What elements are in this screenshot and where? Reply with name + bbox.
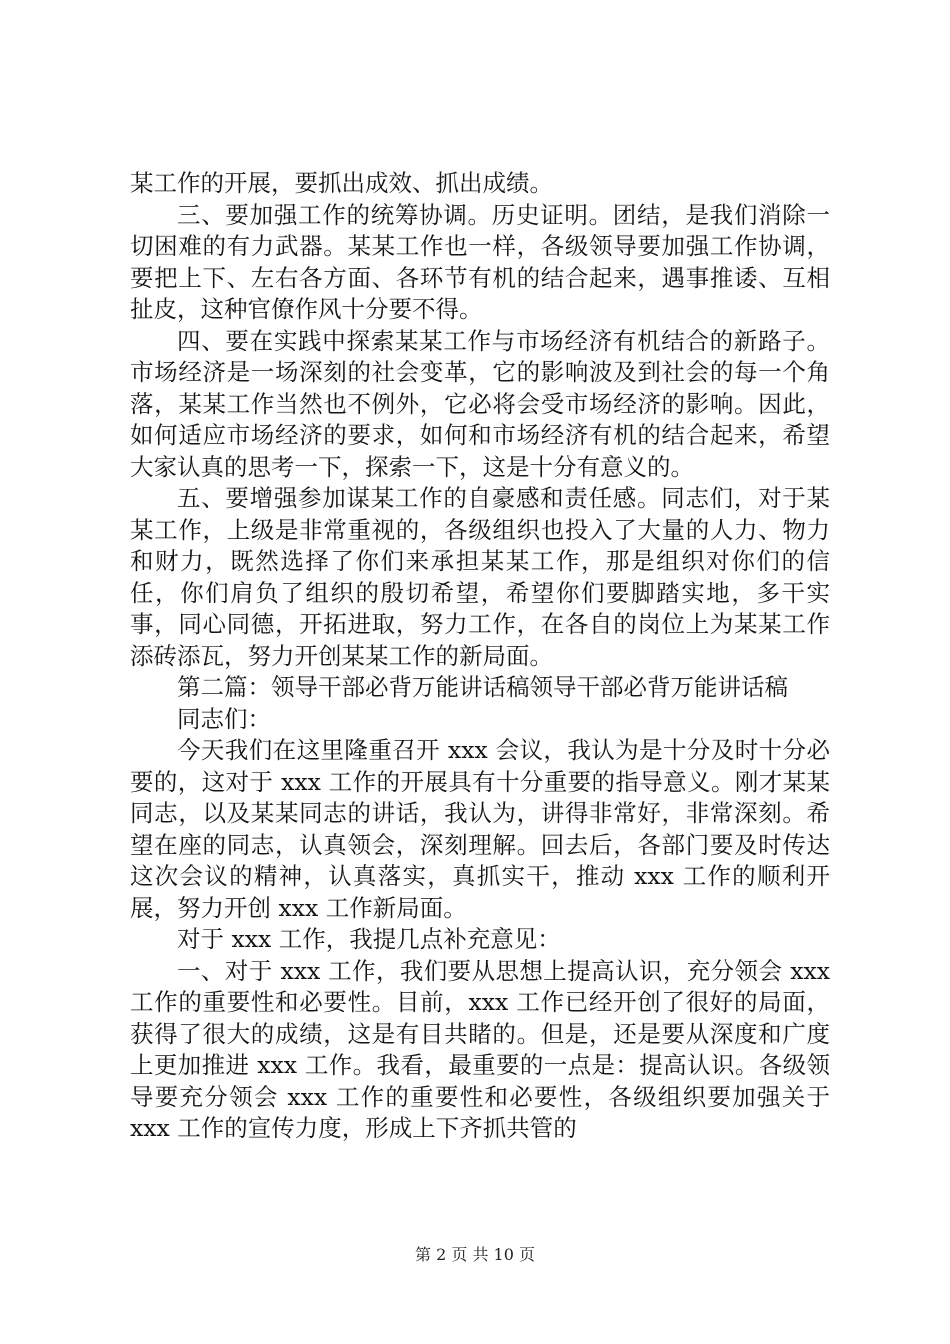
page-footer: 第 2 页 共 10 页: [415, 1245, 535, 1264]
paragraph-8: 对于 xxx 工作，我提几点补充意见：: [177, 925, 561, 953]
salutation: 同志们：: [177, 704, 271, 733]
paragraph-3: 四、要在实践中探索某某工作与市场经济有机结合的新路子。市场经济是一场深刻的社会变革，它的影响波及到社会的每一个角落，某某工作当然也不例外，它必将会受市场经济的影响。因此，如何适应市场经济的要求，如何和市场经济有机的结合起来，希望大家认真的思考一下，探索一下，这是十分有意义的。: [130, 326, 830, 481]
paragraph-1: 某工作的开展，要抓出成效、抓出成绩。: [130, 169, 553, 197]
section-heading: 第二篇：领导干部必背万能讲话稿领导干部必背万能讲话稿: [177, 673, 788, 701]
document-body: [130, 168, 830, 1145]
paragraph-2: 三、要加强工作的统筹协调。历史证明。团结，是我们消除一切困难的有力武器。某某工作也一样，各级领导要加强工作协调，要把上下、左右各方面、各环节有机的结合起来，遇事推诿、互相扯皮，这种官僚作风十分要不得。: [130, 200, 830, 323]
paragraph-7: 今天我们在这里隆重召开 xxx 会议，我认为是十分及时十分必要的，这对于 xxx 工作的开展具有十分重要的指导意义。刚才某某同志，以及某某同志的讲话，我认为，讲得非常好，非常深刻。希望在座的同志，认真领会，深刻理解。回去后，各部门要及时传达这次会议的精神，认真落实，真抓实干，推动 xxx 工作的顺利开展，努力开创 xxx 工作新局面。: [130, 736, 830, 922]
paragraph-9: 一、对于 xxx 工作，我们要从思想上提高认识，充分领会 xxx 工作的重要性和必要性。目前，xxx 工作已经开创了很好的局面，获得了很大的成绩，这是有目共睹的。但是，还是要从深度和广度上更加推进 xxx 工作。我看，最重要的一点是：提高认识。各级领导要充分领会 xxx 工作的重要性和必要性，各级组织要加强关于 xxx 工作的宣传力度，形成上下齐抓共管的: [130, 956, 830, 1142]
paragraph-4: 五、要增强参加谋某工作的自豪感和责任感。同志们，对于某某工作，上级是非常重视的，各级组织也投入了大量的人力、物力和财力，既然选择了你们来承担某某工作，那是组织对你们的信任，你们肩负了组织的殷切希望，希望你们要脚踏实地，多干实事，同心同德，开拓进取，努力工作，在各自的岗位上为某某工作添砖添瓦，努力开创某某工作的新局面。: [130, 484, 830, 670]
